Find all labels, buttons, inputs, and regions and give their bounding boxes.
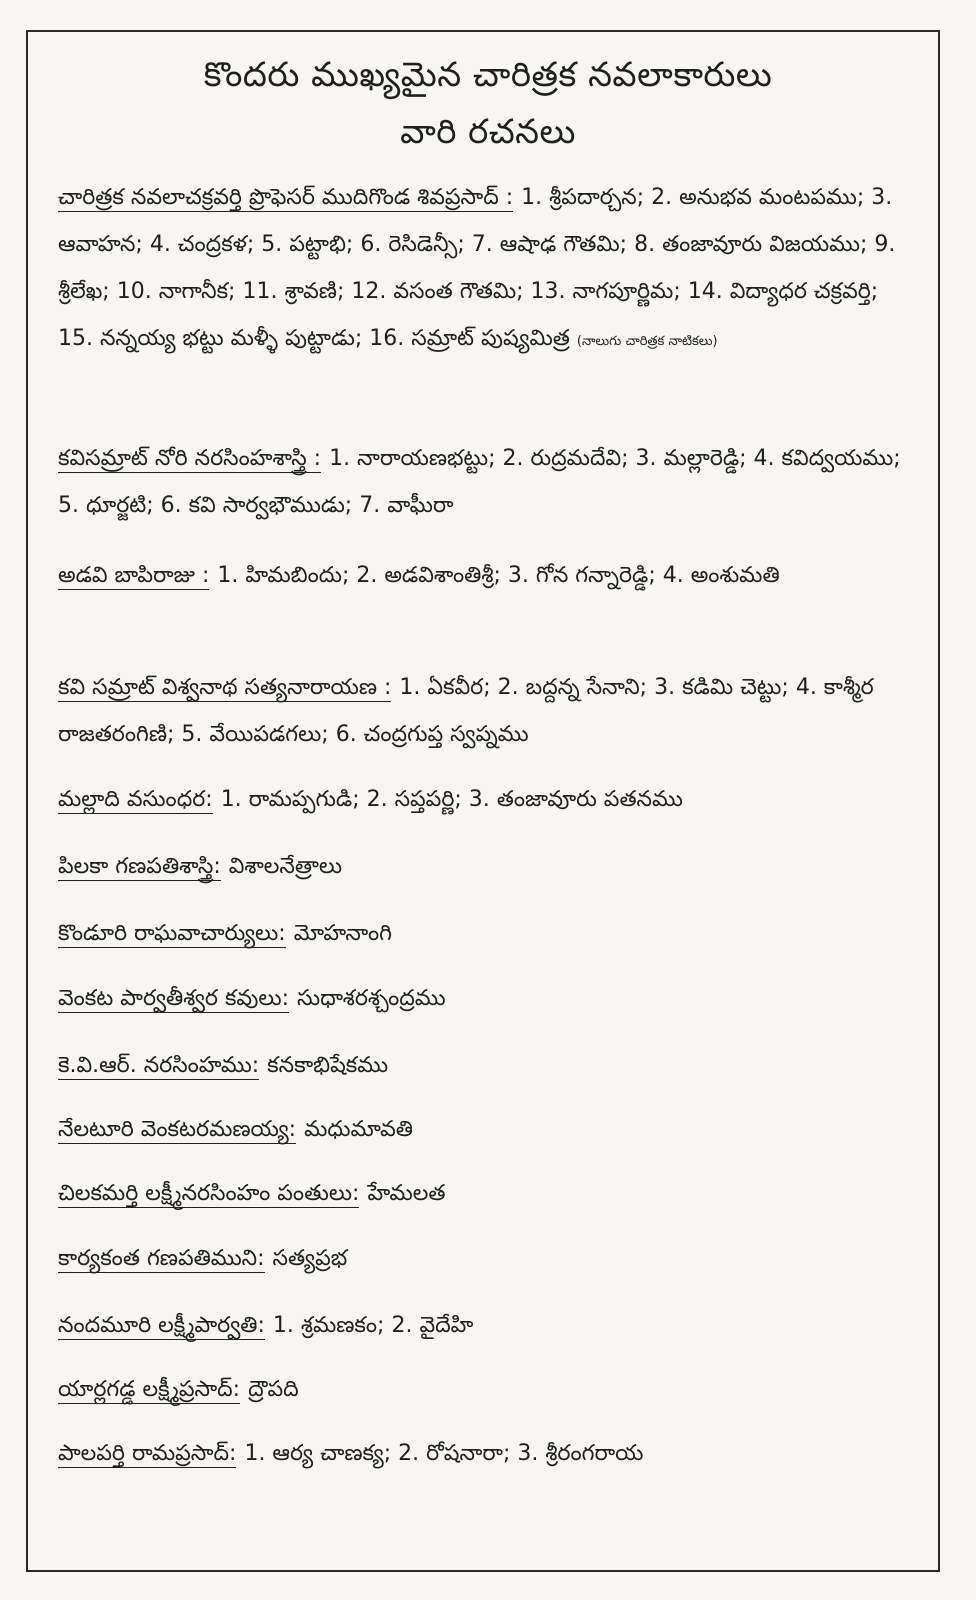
- works-list: 1. ఏకవీర; 2. బద్దన్న సేనాని; 3. కడిమి చెట్టు; 4. కాశ్మీర రాజతరంగిణి; 5. వేయిపడగలు; 6. చంద్రగుప్త స్వప్నము: [58, 675, 874, 747]
- author-name: యార్లగడ్డ లక్ష్మీప్రసాద్:: [58, 1377, 241, 1402]
- page-title: కొందరు ముఖ్యమైన చారిత్రక నవలాకారులు: [203, 55, 773, 95]
- works-list: 1. శ్రమణకం; 2. వైదేహి: [272, 1313, 474, 1338]
- author-name: కవిసమ్రాట్ నోరి నరసింహశాస్త్రి :: [58, 446, 322, 471]
- works-list: 1. నారాయణభట్టు; 2. రుద్రమదేవి; 3. మల్లారెడ్డి; 4. కవిద్వయము; 5. ధూర్జటి; 6. కవి సార్వభౌముడు; 7. వాఘీరా: [58, 446, 901, 518]
- works-list: మధుమావతి: [304, 1117, 413, 1142]
- works-list: 1. శ్రీపదార్చన; 2. అనుభవ మంటపము; 3. ఆవాహన; 4. చంద్రకళ; 5. పట్టాభి; 6. రెసిడెన్సీ; 7. ఆషాఢ గౌతమి; 8. తంజావూరు విజయము; 9. శ్రీలేఖ; 10. నాగానీక; 11. శ్రావణి; 12. వసంత గౌతమి; 13. నాగపూర్ణిమ; 14. విద్యాధర చక్రవర్తి; 15. నన్నయ్య భట్టు మళ్ళీ పుట్టాడు; 16. సమ్రాట్ పుష్యమిత్ర: [58, 185, 896, 351]
- entry-chilakamarti: [58, 1170, 910, 1217]
- works-list: 1. హిమబిందు; 2. అడవిశాంతిశ్రీ; 3. గోన గన్నారెడ్డి; 4. అంశుమతి: [217, 563, 780, 588]
- author-name: అడవి బాపిరాజు :: [58, 563, 210, 588]
- author-name: కె.వి.ఆర్. నరసింహము:: [58, 1053, 260, 1078]
- entry-karyakantha: [58, 1235, 910, 1282]
- entry-pilaka: [58, 843, 910, 890]
- author-name: పిలకా గణపతిశాస్త్రి:: [58, 854, 221, 879]
- author-name: చిలకమర్తి లక్ష్మీనరసింహం పంతులు:: [58, 1181, 360, 1206]
- author-name: కవి సమ్రాట్ విశ్వనాథ సత్యనారాయణ :: [58, 675, 392, 700]
- author-name: నందమూరి లక్ష్మీపార్వతి:: [58, 1313, 265, 1338]
- entry-nandamuri: [58, 1302, 910, 1349]
- entry-venkata-parvatheeswara: [58, 975, 910, 1022]
- entry-mudigonda: [58, 174, 910, 365]
- entry-konduri: [58, 910, 910, 957]
- works-note: (నాలుగు చారిత్రక నాటికలు): [576, 334, 718, 349]
- entry-nori: [58, 435, 910, 529]
- entry-nelaturi: [58, 1106, 910, 1153]
- works-list: కనకాభిషేకము: [267, 1053, 389, 1078]
- author-name: పాలపర్తి రామప్రసాద్:: [58, 1441, 237, 1466]
- author-name: మల్లాది వసుంధర:: [58, 787, 213, 812]
- entry-adavi: [58, 552, 910, 599]
- author-name: వెంకట పార్వతీశ్వర కవులు:: [58, 986, 290, 1011]
- works-list: ద్రౌపది: [248, 1377, 299, 1402]
- works-list: హేమలత: [367, 1181, 446, 1206]
- author-name: నేలటూరి వెంకటరమణయ్య:: [58, 1117, 297, 1142]
- entry-viswanatha: [58, 664, 910, 758]
- works-list: సత్యప్రభ: [272, 1246, 348, 1271]
- works-list: సుధాశరశ్చంద్రము: [297, 986, 446, 1011]
- entry-yarlagadda: [58, 1366, 910, 1413]
- works-list: విశాలనేత్రాలు: [228, 854, 343, 879]
- works-list: 1. రామప్పగుడి; 2. సప్తపర్ణి; 3. తంజావూరు పతనము: [220, 787, 683, 812]
- entry-palaparthi: [58, 1430, 910, 1477]
- works-list: మోహనాంగి: [293, 921, 392, 946]
- author-name: చారిత్రక నవలాచక్రవర్తి ప్రొఫెసర్ ముదిగొండ శివప్రసాద్ :: [58, 185, 514, 210]
- entry-malladi: [58, 776, 910, 823]
- author-name: కార్యకంత గణపతిముని:: [58, 1246, 265, 1271]
- entry-kvr: [58, 1042, 910, 1089]
- works-list: 1. ఆర్య చాణక్య; 2. రోషనారా; 3. శ్రీరంగరాయ: [244, 1441, 644, 1466]
- author-name: కొండూరి రాఘవాచార్యులు:: [58, 921, 286, 946]
- page-subtitle: వారి రచనలు: [400, 112, 576, 152]
